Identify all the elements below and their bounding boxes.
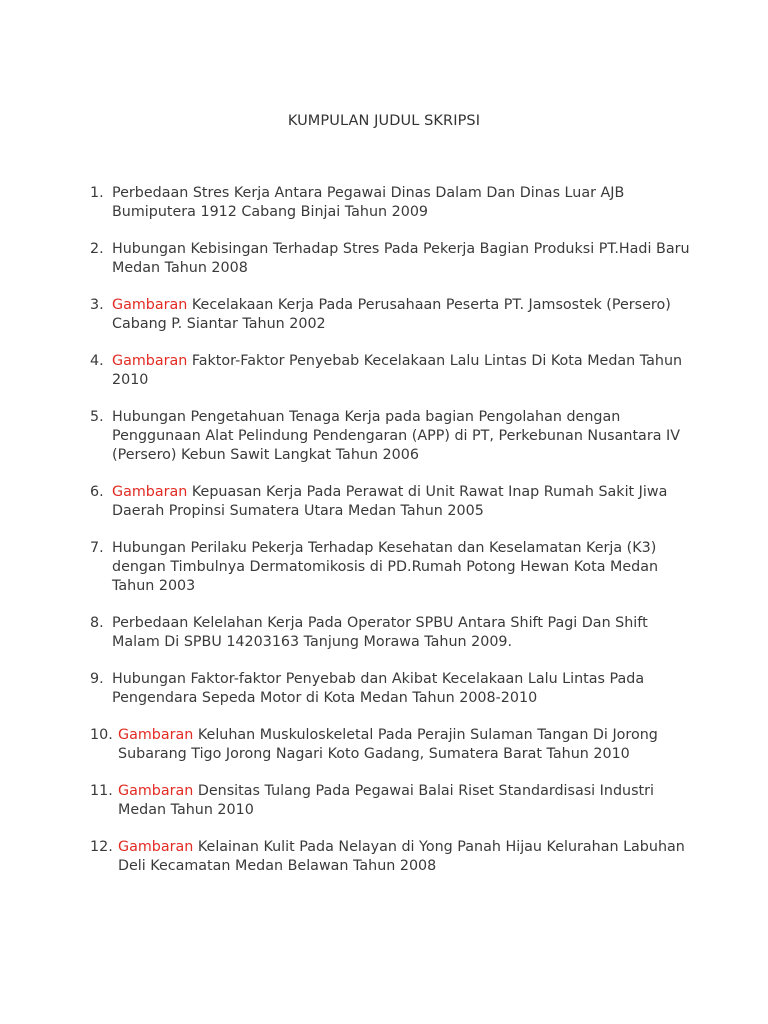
document-title: KUMPULAN JUDUL SKRIPSI — [287, 113, 481, 129]
thesis-title-list — [90, 184, 690, 894]
list-item — [90, 483, 690, 521]
item-highlight: Gambaran — [112, 297, 188, 313]
item-highlight: Gambaran — [118, 839, 194, 855]
item-number: 12. — [90, 839, 113, 855]
list-item — [90, 539, 690, 596]
item-highlight: Gambaran — [118, 727, 194, 743]
list-item — [90, 670, 690, 708]
item-number: 9. — [90, 671, 104, 687]
item-number: 2. — [90, 241, 104, 257]
item-text: Hubungan Faktor-faktor Penyebab dan Akibat Kecelakaan Lalu Lintas Pada Pengendara Sepeda Motor di Kota Medan Tahun 2008-2010 — [112, 671, 645, 706]
item-text: Kepuasan Kerja Pada Perawat di Unit Rawat Inap Rumah Sakit Jiwa Daerah Propinsi Sumatera Utara Medan Tahun 2005 — [112, 484, 668, 519]
item-highlight: Gambaran — [112, 353, 188, 369]
item-text: Keluhan Muskuloskeletal Pada Perajin Sulaman Tangan Di Jorong Subarang Tigo Jorong Nagari Koto Gadang, Sumatera Barat Tahun 2010 — [118, 727, 658, 762]
item-number: 6. — [90, 484, 104, 500]
item-text: Kecelakaan Kerja Pada Perusahaan Peserta PT. Jamsostek (Persero) Cabang P. Siantar Tahun 2002 — [112, 297, 671, 332]
list-item — [90, 782, 690, 820]
item-text: Faktor-Faktor Penyebab Kecelakaan Lalu Lintas Di Kota Medan Tahun 2010 — [112, 353, 683, 388]
list-item — [90, 408, 690, 465]
item-highlight: Gambaran — [112, 484, 188, 500]
list-item — [90, 184, 690, 222]
item-number: 4. — [90, 353, 104, 369]
item-highlight: Gambaran — [118, 783, 194, 799]
list-item — [90, 240, 690, 278]
item-text: Hubungan Pengetahuan Tenaga Kerja pada bagian Pengolahan dengan Penggunaan Alat Pelindung Pendengaran (APP) di PT, Perkebunan Nusantara IV (Persero) Kebun Sawit Langkat Tahun 2006 — [112, 409, 680, 463]
list-item — [90, 352, 690, 390]
item-number: 8. — [90, 615, 104, 631]
item-text: Perbedaan Kelelahan Kerja Pada Operator SPBU Antara Shift Pagi Dan Shift Malam Di SPBU 14203163 Tanjung Morawa Tahun 2009. — [112, 615, 648, 650]
item-text: Kelainan Kulit Pada Nelayan di Yong Panah Hijau Kelurahan Labuhan Deli Kecamatan Medan Belawan Tahun 2008 — [118, 839, 685, 874]
item-number: 3. — [90, 297, 104, 313]
item-number: 1. — [90, 185, 104, 201]
item-text: Hubungan Perilaku Pekerja Terhadap Kesehatan dan Keselamatan Kerja (K3) dengan Timbulnya Dermatomikosis di PD.Rumah Potong Hewan Kota Medan Tahun 2003 — [112, 540, 659, 594]
item-number: 11. — [90, 783, 113, 799]
item-number: 10. — [90, 727, 113, 743]
item-text: Perbedaan Stres Kerja Antara Pegawai Dinas Dalam Dan Dinas Luar AJB Bumiputera 1912 Cabang Binjai Tahun 2009 — [112, 185, 625, 220]
list-item — [90, 838, 690, 876]
item-text: Densitas Tulang Pada Pegawai Balai Riset Standardisasi Industri Medan Tahun 2010 — [118, 783, 655, 818]
item-number: 5. — [90, 409, 104, 425]
item-number: 7. — [90, 540, 104, 556]
item-text: Hubungan Kebisingan Terhadap Stres Pada Pekerja Bagian Produksi PT.Hadi Baru Medan Tahun 2008 — [112, 241, 690, 276]
list-item — [90, 614, 690, 652]
list-item — [90, 296, 690, 334]
list-item — [90, 726, 690, 764]
